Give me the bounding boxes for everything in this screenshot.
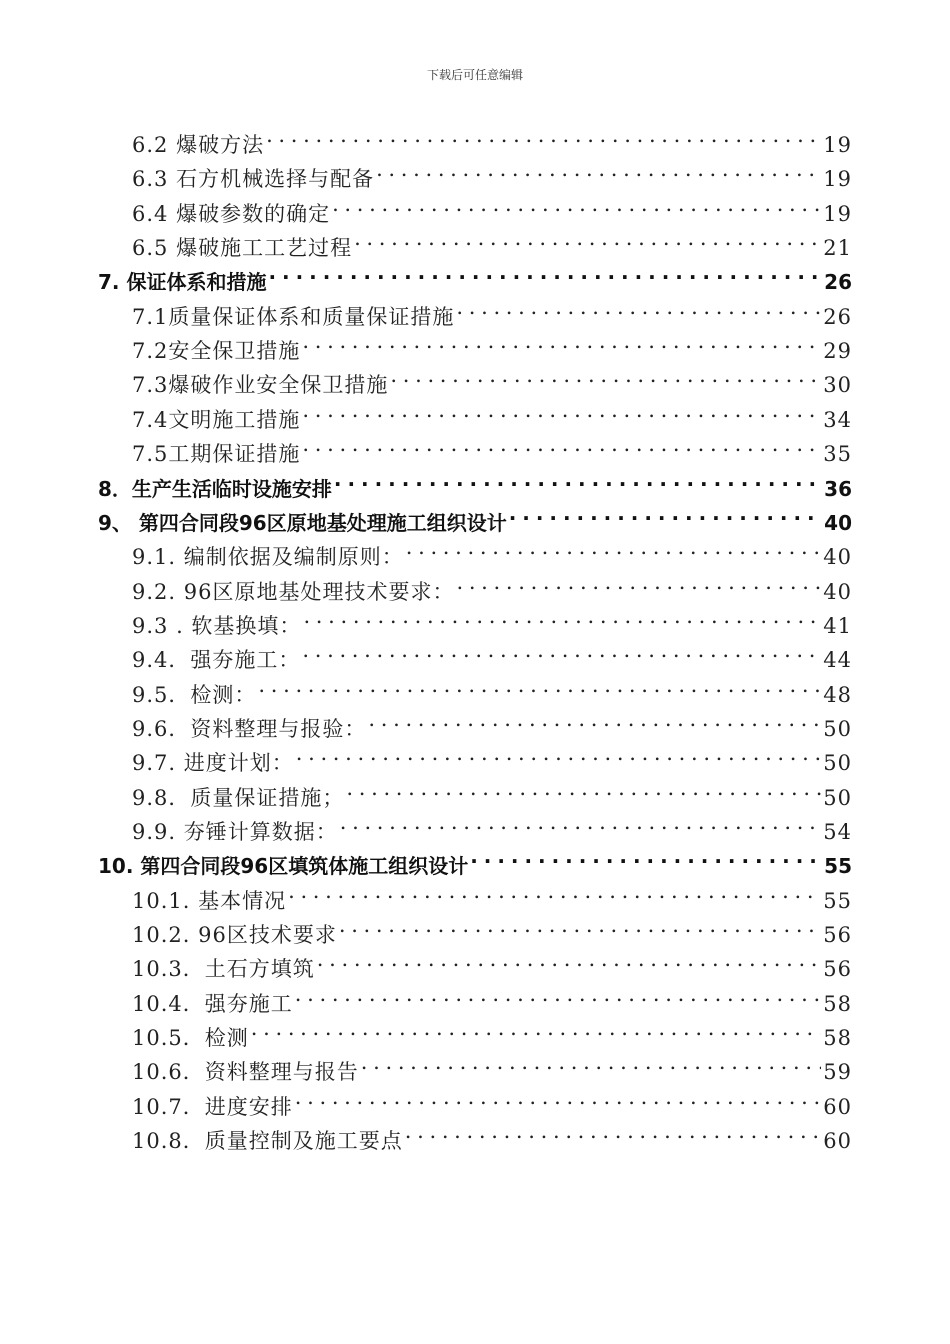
toc-entry-page-number: 34 [823, 407, 852, 432]
dot-leader [376, 152, 821, 186]
toc-entry[interactable] [132, 530, 852, 570]
toc-entry-title: 7. 保证体系和措施 [98, 270, 267, 295]
toc-entry-title: 9.5．检测： [132, 682, 257, 707]
toc-entry[interactable] [132, 633, 852, 673]
toc-entry-page-number: 58 [823, 991, 852, 1016]
toc-entry-title: 9.9. 夯锤计算数据： [132, 820, 338, 844]
toc-entry[interactable] [132, 565, 852, 604]
toc-entry-page-number: 36 [824, 476, 852, 501]
toc-entry-title: 7.3爆破作业安全保卫措施 [132, 373, 389, 398]
toc-entry-page-number: 50 [823, 785, 852, 810]
toc-entry-title: 10.3．土石方填筑 [132, 957, 315, 982]
toc-entry-page-number: 30 [823, 373, 852, 398]
toc-entry-page-number: 35 [823, 442, 852, 467]
toc-entry[interactable] [132, 805, 852, 844]
dot-leader [339, 908, 821, 942]
toc-entry[interactable] [132, 1114, 852, 1154]
dot-leader [456, 290, 821, 324]
dot-leader [303, 599, 821, 633]
toc-entry[interactable] [132, 908, 852, 948]
toc-entry-page-number: 19 [823, 167, 852, 192]
toc-entry[interactable] [132, 427, 852, 467]
dot-leader [268, 255, 822, 289]
toc-entry-page-number: 44 [823, 648, 852, 673]
dot-leader [295, 977, 822, 1011]
toc-entry-title: 10.8．质量控制及施工要点 [132, 1129, 403, 1154]
toc-entry-title: 6.5 爆破施工工艺过程 [132, 236, 353, 261]
toc-entry-title: 9.6．资料整理与报验： [132, 716, 367, 741]
dot-leader [346, 771, 821, 805]
dot-leader [317, 942, 822, 976]
toc-entry[interactable] [98, 462, 852, 501]
toc-entry-page-number: 50 [823, 751, 852, 776]
page-header: 下载后可任意编辑 [426, 68, 523, 82]
toc-entry[interactable] [132, 1045, 852, 1085]
toc-entry[interactable] [132, 977, 852, 1016]
toc-entry-title: 6.3 石方机械选择与配备 [132, 167, 375, 192]
toc-entry[interactable] [132, 771, 852, 810]
toc-entry[interactable] [132, 290, 852, 329]
dot-leader [302, 393, 821, 427]
toc-entry-title: 10.7．进度安排 [132, 1094, 293, 1119]
toc-entry-page-number: 55 [824, 854, 852, 879]
dot-leader [332, 187, 821, 221]
toc-entry[interactable] [132, 324, 852, 364]
dot-leader [295, 1080, 822, 1114]
dot-leader [266, 118, 821, 152]
toc-entry[interactable] [132, 736, 852, 776]
toc-entry-title: 10.5．检测 [132, 1026, 249, 1051]
toc-entry-page-number: 55 [823, 888, 852, 913]
toc-entry[interactable] [132, 1080, 852, 1119]
toc-entry-page-number: 21 [823, 236, 852, 261]
toc-entry-page-number: 56 [823, 923, 852, 948]
toc-entry-title: 6.2 爆破方法 [132, 133, 265, 157]
toc-entry-page-number: 48 [823, 682, 852, 707]
toc-entry-title: 9.3 . 软基换填： [132, 613, 302, 638]
dot-leader [361, 1045, 822, 1079]
toc-entry-title: 9.4．强夯施工： [132, 648, 301, 673]
toc-entry-title: 7.1质量保证体系和质量保证措施 [132, 304, 455, 329]
toc-entry-page-number: 40 [823, 579, 852, 604]
toc-entry-page-number: 26 [823, 304, 852, 329]
toc-entry-page-number: 26 [824, 270, 852, 295]
toc-entry-page-number: 29 [823, 339, 852, 364]
toc-entry[interactable] [132, 393, 852, 432]
dot-leader [470, 839, 822, 873]
toc-entry-page-number: 58 [823, 1026, 852, 1051]
toc-entry-title: 10.1. 基本情况 [132, 888, 287, 913]
toc-entry[interactable] [132, 221, 852, 261]
toc-entry[interactable] [132, 1011, 852, 1051]
dot-leader [406, 530, 822, 564]
dot-leader [334, 462, 822, 496]
toc-entry-title: 10.4．强夯施工 [132, 991, 293, 1016]
toc-entry-title: 6.4 爆破参数的确定 [132, 201, 331, 226]
dot-leader [302, 427, 821, 461]
toc-entry-page-number: 59 [823, 1060, 852, 1085]
toc-entry-page-number: 60 [823, 1094, 852, 1119]
toc-entry[interactable] [132, 942, 852, 982]
toc-entry[interactable] [132, 702, 852, 741]
toc-entry[interactable] [98, 839, 852, 879]
toc-entry[interactable] [132, 118, 852, 157]
dot-leader [302, 633, 821, 667]
toc-entry[interactable] [132, 152, 852, 192]
dot-leader [251, 1011, 822, 1045]
toc-entry-page-number: 54 [823, 820, 852, 844]
dot-leader [390, 358, 821, 392]
dot-leader [354, 221, 821, 255]
toc-entry[interactable] [132, 874, 852, 913]
toc-entry-title: 9、 第四合同段96区原地基处理施工组织设计 [98, 510, 507, 535]
toc-entry-title: 7.4文明施工措施 [132, 407, 301, 432]
toc-entry-title: 10. 第四合同段96区填筑体施工组织设计 [98, 854, 469, 879]
toc-entry-title: 10.6．资料整理与报告 [132, 1060, 359, 1085]
toc-entry-page-number: 19 [823, 133, 852, 157]
toc-entry-title: 8．生产生活临时设施安排 [98, 476, 332, 501]
toc-entry-page-number: 50 [823, 716, 852, 741]
toc-entry[interactable] [132, 187, 852, 226]
dot-leader [456, 565, 821, 599]
toc-entry-title: 9.8．质量保证措施； [132, 785, 345, 810]
dot-leader [302, 324, 821, 358]
toc-entry-page-number: 19 [823, 201, 852, 226]
dot-leader [288, 874, 821, 908]
toc-entry-title: 7.5工期保证措施 [132, 442, 301, 467]
toc-entry[interactable] [132, 358, 852, 398]
dot-leader [405, 1114, 822, 1148]
toc-entry-page-number: 56 [823, 957, 852, 982]
toc-entry-title: 9.1. 编制依据及编制原则： [132, 545, 404, 570]
toc-entry[interactable] [132, 668, 852, 707]
toc-entry-title: 7.2安全保卫措施 [132, 339, 301, 364]
toc-entry-page-number: 60 [823, 1129, 852, 1154]
toc-entry[interactable] [132, 599, 852, 638]
toc-entry-title: 10.2. 96区技术要求 [132, 923, 337, 948]
toc-entry-page-number: 40 [823, 545, 852, 570]
toc-entry-title: 9.7. 进度计划： [132, 751, 294, 776]
dot-leader [509, 496, 822, 530]
dot-leader [258, 668, 821, 702]
toc-entry[interactable] [98, 496, 852, 535]
toc-entry-title: 9.2. 96区原地基处理技术要求： [132, 579, 455, 604]
toc-entry-page-number: 41 [823, 613, 852, 638]
dot-leader [296, 736, 822, 770]
dot-leader [340, 805, 822, 839]
toc-entry[interactable] [98, 255, 852, 295]
dot-leader [368, 702, 821, 736]
toc-entry-page-number: 40 [824, 510, 852, 535]
